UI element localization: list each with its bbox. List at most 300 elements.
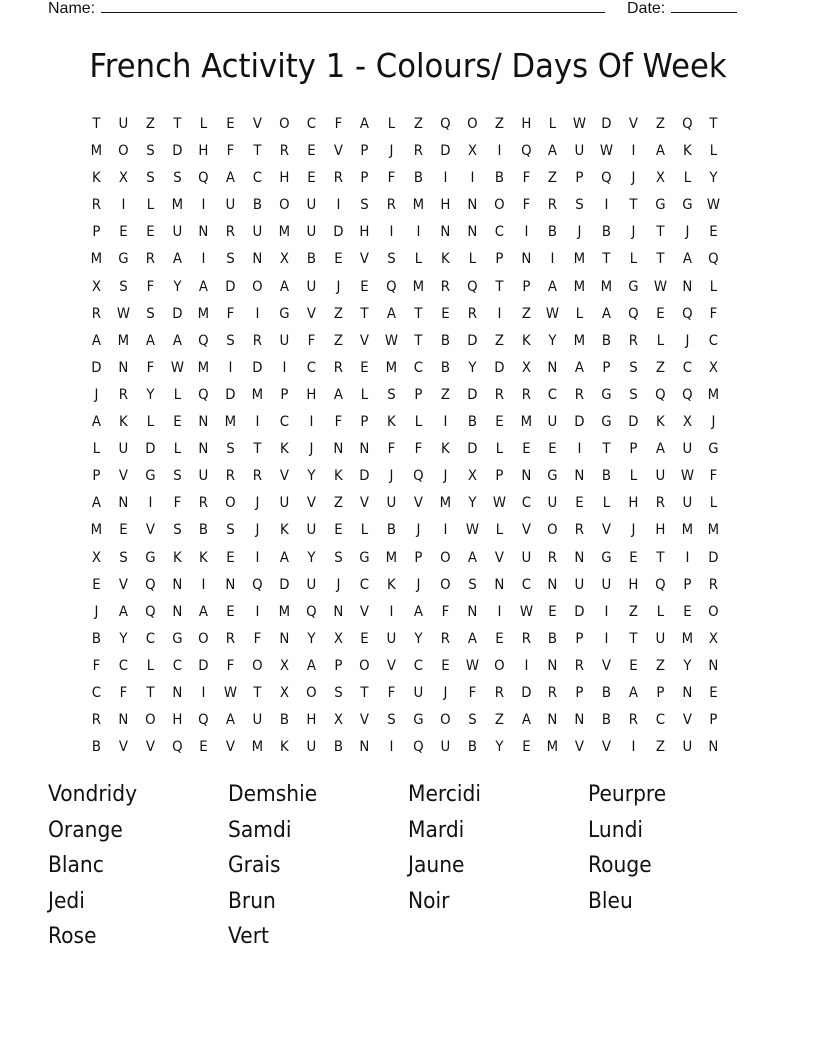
grid-letter[interactable]: F <box>146 359 154 376</box>
grid-letter[interactable]: U <box>306 278 317 295</box>
grid-letter[interactable]: K <box>387 414 397 431</box>
grid-letter[interactable]: S <box>333 549 343 566</box>
grid-letter[interactable]: K <box>441 251 450 268</box>
grid-letter[interactable]: U <box>682 495 692 512</box>
grid-letter[interactable]: B <box>601 468 612 485</box>
grid-letter[interactable]: I <box>416 224 421 241</box>
grid-letter[interactable]: W <box>573 116 587 132</box>
grid-letter[interactable]: T <box>253 143 262 160</box>
grid-letter[interactable]: Q <box>413 468 424 485</box>
grid-letter[interactable]: H <box>440 197 451 214</box>
grid-letter[interactable]: A <box>601 305 611 322</box>
grid-letter[interactable]: M <box>278 224 291 241</box>
grid-letter[interactable]: I <box>201 251 206 268</box>
grid-letter[interactable]: A <box>226 170 236 187</box>
grid-letter[interactable]: I <box>148 495 153 512</box>
grid-letter[interactable]: N <box>198 224 209 241</box>
grid-letter[interactable]: Y <box>495 739 504 756</box>
grid-letter[interactable]: G <box>708 441 719 458</box>
grid-letter[interactable]: S <box>575 197 584 214</box>
grid-letter[interactable]: U <box>306 522 317 539</box>
grid-letter[interactable]: S <box>387 712 396 729</box>
grid-letter[interactable]: J <box>94 386 99 403</box>
grid-letter[interactable]: O <box>708 603 720 620</box>
grid-letter[interactable]: M <box>573 278 586 295</box>
grid-letter[interactable]: L <box>710 278 718 295</box>
grid-letter[interactable]: S <box>360 197 370 214</box>
grid-letter[interactable]: I <box>389 739 394 756</box>
grid-letter[interactable]: N <box>118 359 129 376</box>
grid-letter[interactable]: R <box>521 386 531 403</box>
grid-letter[interactable]: G <box>279 305 290 322</box>
grid-letter[interactable]: D <box>91 359 102 376</box>
grid-letter[interactable]: J <box>309 441 314 458</box>
grid-letter[interactable]: F <box>522 170 530 187</box>
grid-letter[interactable]: W <box>465 657 479 674</box>
grid-letter[interactable]: E <box>119 522 128 539</box>
grid-letter[interactable]: K <box>199 549 209 566</box>
grid-letter[interactable]: D <box>467 332 478 349</box>
grid-letter[interactable]: Y <box>307 468 316 485</box>
grid-letter[interactable]: J <box>443 684 448 701</box>
grid-letter[interactable]: E <box>548 441 557 458</box>
grid-letter[interactable]: Y <box>414 630 423 647</box>
grid-letter[interactable]: J <box>685 224 689 241</box>
grid-letter[interactable]: M <box>198 305 210 322</box>
grid-letter[interactable]: I <box>631 143 636 160</box>
grid-letter[interactable]: N <box>708 739 719 756</box>
grid-letter[interactable]: L <box>92 441 101 458</box>
grid-letter[interactable]: Q <box>305 603 317 620</box>
grid-letter[interactable]: L <box>710 495 718 512</box>
grid-letter[interactable]: F <box>253 630 262 647</box>
grid-letter[interactable]: G <box>547 468 558 485</box>
grid-letter[interactable]: D <box>467 386 478 403</box>
grid-letter[interactable]: U <box>306 576 317 593</box>
grid-letter[interactable]: V <box>118 739 128 756</box>
grid-letter[interactable]: M <box>412 278 425 295</box>
grid-letter[interactable]: L <box>656 603 664 620</box>
grid-letter[interactable]: E <box>441 657 450 674</box>
grid-letter[interactable]: N <box>359 441 370 458</box>
grid-letter[interactable]: I <box>497 305 502 322</box>
grid-letter[interactable]: V <box>494 549 504 566</box>
grid-letter[interactable]: G <box>601 386 612 403</box>
grid-letter[interactable]: N <box>440 224 451 241</box>
grid-letter[interactable]: D <box>171 143 183 160</box>
grid-letter[interactable]: V <box>575 739 585 756</box>
grid-letter[interactable]: E <box>655 305 665 322</box>
grid-letter[interactable]: R <box>494 386 504 403</box>
grid-letter[interactable]: J <box>94 603 99 620</box>
grid-letter[interactable]: R <box>252 332 263 349</box>
grid-letter[interactable]: P <box>709 712 718 729</box>
grid-letter[interactable]: V <box>682 712 692 729</box>
grid-letter[interactable]: G <box>654 197 666 214</box>
grid-letter[interactable]: T <box>172 116 182 132</box>
grid-letter[interactable]: R <box>91 305 102 322</box>
grid-letter[interactable]: T <box>656 251 665 268</box>
grid-letter[interactable]: E <box>360 278 370 295</box>
grid-letter[interactable]: A <box>628 684 638 701</box>
grid-letter[interactable]: Q <box>601 170 612 187</box>
grid-letter[interactable]: I <box>443 170 448 187</box>
grid-letter[interactable]: C <box>682 359 692 376</box>
grid-letter[interactable]: C <box>279 414 289 431</box>
grid-letter[interactable]: H <box>171 712 182 729</box>
grid-letter[interactable]: W <box>653 278 667 295</box>
grid-letter[interactable]: W <box>492 495 506 512</box>
grid-letter[interactable]: P <box>333 657 343 674</box>
grid-letter[interactable]: B <box>413 170 424 187</box>
grid-letter[interactable]: F <box>387 170 396 187</box>
grid-letter[interactable]: H <box>198 143 209 160</box>
grid-letter[interactable]: R <box>548 684 558 701</box>
grid-letter[interactable]: Q <box>681 116 693 132</box>
grid-letter[interactable]: A <box>467 549 477 566</box>
grid-letter[interactable]: N <box>681 278 692 295</box>
grid-letter[interactable]: N <box>574 712 585 729</box>
grid-letter[interactable]: L <box>200 116 208 132</box>
grid-letter[interactable]: P <box>360 143 369 160</box>
grid-letter[interactable]: O <box>466 116 478 132</box>
grid-letter[interactable]: V <box>628 116 638 132</box>
grid-letter[interactable]: X <box>521 359 531 376</box>
grid-letter[interactable]: Q <box>413 739 424 756</box>
grid-letter[interactable]: U <box>118 116 129 132</box>
grid-letter[interactable]: S <box>172 468 182 485</box>
grid-letter[interactable]: S <box>387 251 396 268</box>
grid-letter[interactable]: J <box>443 468 448 485</box>
grid-letter[interactable]: E <box>521 441 531 458</box>
grid-letter[interactable]: K <box>387 576 397 593</box>
grid-letter[interactable]: W <box>465 522 479 539</box>
grid-letter[interactable]: L <box>173 441 181 458</box>
grid-letter[interactable]: N <box>118 495 129 512</box>
grid-letter[interactable]: G <box>601 549 612 566</box>
grid-letter[interactable]: E <box>226 116 235 132</box>
grid-letter[interactable]: E <box>119 224 128 241</box>
grid-letter[interactable]: N <box>467 197 478 214</box>
grid-letter[interactable]: R <box>279 143 289 160</box>
grid-letter[interactable]: M <box>573 332 586 349</box>
grid-letter[interactable]: U <box>172 224 182 241</box>
grid-letter[interactable]: V <box>279 468 289 485</box>
grid-letter[interactable]: I <box>631 739 636 756</box>
grid-letter[interactable]: M <box>681 630 693 647</box>
grid-letter[interactable]: O <box>440 712 451 729</box>
grid-letter[interactable]: V <box>306 305 316 322</box>
grid-letter[interactable]: C <box>494 224 504 241</box>
grid-letter[interactable]: D <box>144 441 156 458</box>
grid-letter[interactable]: A <box>360 116 370 132</box>
grid-letter[interactable]: R <box>387 197 397 214</box>
grid-letter[interactable]: C <box>413 359 424 376</box>
grid-letter[interactable]: Z <box>145 116 155 132</box>
grid-letter[interactable]: F <box>173 495 181 512</box>
grid-letter[interactable]: H <box>306 712 317 729</box>
grid-letter[interactable]: S <box>468 712 477 729</box>
grid-letter[interactable]: O <box>493 197 505 214</box>
grid-letter[interactable]: Y <box>119 630 128 647</box>
grid-letter[interactable]: C <box>91 684 102 701</box>
grid-letter[interactable]: C <box>521 495 531 512</box>
grid-letter[interactable]: E <box>629 657 638 674</box>
grid-letter[interactable]: Q <box>520 143 532 160</box>
grid-letter[interactable]: B <box>279 712 289 729</box>
grid-letter[interactable]: D <box>171 305 183 322</box>
grid-letter[interactable]: R <box>413 143 424 160</box>
grid-letter[interactable]: P <box>575 630 584 647</box>
grid-letter[interactable]: G <box>359 549 371 566</box>
grid-letter[interactable]: J <box>336 278 340 295</box>
grid-letter[interactable]: I <box>604 197 609 214</box>
grid-letter[interactable]: O <box>198 630 210 647</box>
grid-letter[interactable]: N <box>198 414 209 431</box>
grid-letter[interactable]: W <box>680 468 694 485</box>
grid-letter[interactable]: N <box>333 603 343 620</box>
grid-letter[interactable]: V <box>413 495 424 512</box>
grid-letter[interactable]: T <box>656 224 665 241</box>
grid-letter[interactable]: K <box>279 739 289 756</box>
grid-letter[interactable]: M <box>90 522 103 539</box>
grid-letter[interactable]: Y <box>548 332 557 349</box>
grid-letter[interactable]: S <box>226 251 235 268</box>
grid-letter[interactable]: X <box>709 359 719 376</box>
grid-letter[interactable]: U <box>386 495 397 512</box>
grid-letter[interactable]: I <box>523 657 528 674</box>
grid-letter[interactable]: V <box>226 739 236 756</box>
grid-letter[interactable]: W <box>707 197 721 214</box>
grid-letter[interactable]: E <box>575 495 584 512</box>
grid-letter[interactable]: M <box>198 359 210 376</box>
date-field[interactable] <box>627 0 737 20</box>
grid-letter[interactable]: N <box>171 576 182 593</box>
grid-letter[interactable]: F <box>387 684 396 701</box>
grid-letter[interactable]: E <box>226 603 235 620</box>
grid-letter[interactable]: U <box>198 468 209 485</box>
grid-letter[interactable]: S <box>387 386 396 403</box>
grid-letter[interactable]: S <box>119 549 128 566</box>
grid-letter[interactable]: Q <box>466 278 478 295</box>
grid-letter[interactable]: M <box>90 251 103 268</box>
grid-letter[interactable]: U <box>306 224 317 241</box>
grid-letter[interactable]: M <box>412 197 425 214</box>
grid-letter[interactable]: K <box>279 522 289 539</box>
grid-letter[interactable]: E <box>360 630 370 647</box>
name-field[interactable] <box>48 0 605 20</box>
grid-letter[interactable]: K <box>441 441 450 458</box>
grid-letter[interactable]: H <box>279 170 290 187</box>
grid-letter[interactable]: I <box>550 251 555 268</box>
grid-letter[interactable]: A <box>575 359 585 376</box>
grid-letter[interactable]: O <box>252 278 263 295</box>
grid-letter[interactable]: M <box>385 359 398 376</box>
grid-letter[interactable]: A <box>172 251 182 268</box>
grid-letter[interactable]: E <box>682 603 692 620</box>
grid-letter[interactable]: P <box>280 386 289 403</box>
grid-letter[interactable]: C <box>306 359 316 376</box>
grid-letter[interactable]: A <box>413 603 424 620</box>
grid-letter[interactable]: P <box>360 414 369 431</box>
grid-letter[interactable]: U <box>440 739 451 756</box>
grid-letter[interactable]: R <box>199 495 209 512</box>
grid-letter[interactable]: B <box>601 712 612 729</box>
grid-letter[interactable]: D <box>225 386 236 403</box>
grid-letter[interactable]: X <box>279 684 289 701</box>
grid-letter[interactable]: D <box>601 116 612 132</box>
grid-letter[interactable]: J <box>389 143 394 160</box>
grid-letter[interactable]: L <box>495 441 503 458</box>
grid-letter[interactable]: V <box>145 739 155 756</box>
grid-letter[interactable]: Q <box>198 170 210 187</box>
grid-letter[interactable]: W <box>170 359 184 376</box>
grid-letter[interactable]: F <box>92 657 101 674</box>
grid-letter[interactable]: I <box>389 603 394 620</box>
grid-letter[interactable]: F <box>522 197 530 214</box>
grid-letter[interactable]: N <box>547 712 558 729</box>
grid-letter[interactable]: T <box>656 549 665 566</box>
grid-letter[interactable]: Q <box>628 305 639 322</box>
grid-letter[interactable]: O <box>493 657 505 674</box>
grid-letter[interactable]: T <box>253 441 262 458</box>
grid-letter[interactable]: A <box>279 278 289 295</box>
grid-letter[interactable]: U <box>413 684 424 701</box>
grid-letter[interactable]: X <box>279 251 289 268</box>
grid-letter[interactable]: C <box>655 712 665 729</box>
grid-letter[interactable]: D <box>198 657 209 674</box>
grid-letter[interactable]: Q <box>708 251 720 268</box>
grid-letter[interactable]: B <box>387 522 397 539</box>
grid-letter[interactable]: A <box>199 603 209 620</box>
grid-letter[interactable]: K <box>92 170 101 187</box>
grid-letter[interactable]: K <box>118 414 128 431</box>
grid-letter[interactable]: R <box>628 332 638 349</box>
grid-letter[interactable]: R <box>574 522 585 539</box>
grid-letter[interactable]: C <box>145 630 155 647</box>
grid-letter[interactable]: E <box>494 414 504 431</box>
grid-letter[interactable]: R <box>226 468 236 485</box>
grid-letter[interactable]: L <box>602 495 611 512</box>
grid-letter[interactable]: Q <box>440 116 451 132</box>
grid-letter[interactable]: U <box>225 197 236 214</box>
grid-letter[interactable]: R <box>548 197 558 214</box>
grid-letter[interactable]: J <box>711 414 716 431</box>
grid-letter[interactable]: D <box>332 224 344 241</box>
grid-letter[interactable]: U <box>574 143 585 160</box>
grid-letter[interactable]: I <box>228 359 233 376</box>
grid-letter[interactable]: J <box>685 332 689 349</box>
grid-letter[interactable]: C <box>548 386 558 403</box>
grid-letter[interactable]: L <box>146 657 154 674</box>
grid-letter[interactable]: M <box>681 522 693 539</box>
grid-letter[interactable]: D <box>574 414 585 431</box>
date-blank-line[interactable] <box>671 0 737 13</box>
grid-letter[interactable]: N <box>547 657 558 674</box>
grid-letter[interactable]: L <box>629 251 638 268</box>
grid-letter[interactable]: N <box>520 251 531 268</box>
grid-letter[interactable]: S <box>145 143 155 160</box>
grid-letter[interactable]: X <box>118 170 128 187</box>
grid-letter[interactable]: M <box>600 278 613 295</box>
grid-letter[interactable]: W <box>546 305 560 322</box>
grid-letter[interactable]: R <box>521 630 531 647</box>
grid-letter[interactable]: L <box>468 251 476 268</box>
grid-letter[interactable]: M <box>90 143 103 160</box>
grid-letter[interactable]: C <box>172 657 182 674</box>
grid-letter[interactable]: M <box>224 414 237 431</box>
name-blank-line[interactable] <box>101 0 605 13</box>
grid-letter[interactable]: A <box>91 332 101 349</box>
grid-letter[interactable]: G <box>628 278 639 295</box>
grid-letter[interactable]: R <box>440 630 451 647</box>
grid-letter[interactable]: Y <box>468 495 477 512</box>
grid-letter[interactable]: U <box>682 739 692 756</box>
grid-letter[interactable]: F <box>334 116 342 132</box>
grid-letter[interactable]: P <box>495 251 504 268</box>
grid-letter[interactable]: I <box>497 603 502 620</box>
grid-letter[interactable]: X <box>91 278 101 295</box>
grid-letter[interactable]: K <box>682 143 692 160</box>
grid-letter[interactable]: J <box>336 576 340 593</box>
grid-letter[interactable]: A <box>91 414 101 431</box>
grid-letter[interactable]: Z <box>655 739 665 756</box>
grid-letter[interactable]: R <box>226 224 236 241</box>
grid-letter[interactable]: E <box>172 414 182 431</box>
grid-letter[interactable]: R <box>333 170 343 187</box>
grid-letter[interactable]: A <box>655 143 665 160</box>
grid-letter[interactable]: E <box>306 170 316 187</box>
grid-letter[interactable]: T <box>414 305 423 322</box>
grid-letter[interactable]: X <box>682 414 692 431</box>
grid-letter[interactable]: O <box>279 197 290 214</box>
grid-letter[interactable]: U <box>252 712 263 729</box>
grid-letter[interactable]: W <box>385 332 399 349</box>
grid-letter[interactable]: N <box>681 684 692 701</box>
grid-letter[interactable]: V <box>118 468 128 485</box>
grid-letter[interactable]: L <box>173 386 181 403</box>
grid-letter[interactable]: V <box>521 522 531 539</box>
grid-letter[interactable]: X <box>91 549 101 566</box>
grid-letter[interactable]: M <box>708 522 720 539</box>
grid-letter[interactable]: Y <box>307 549 316 566</box>
grid-letter[interactable]: Z <box>333 495 343 512</box>
grid-letter[interactable]: U <box>655 468 666 485</box>
grid-letter[interactable]: U <box>601 576 612 593</box>
grid-letter[interactable]: A <box>548 278 558 295</box>
grid-letter[interactable]: O <box>440 549 451 566</box>
grid-letter[interactable]: I <box>470 170 475 187</box>
grid-letter[interactable]: G <box>413 712 424 729</box>
grid-letter[interactable]: A <box>521 712 531 729</box>
grid-letter[interactable]: Y <box>172 278 182 295</box>
grid-letter[interactable]: A <box>226 712 236 729</box>
grid-letter[interactable]: L <box>387 116 396 132</box>
grid-letter[interactable]: F <box>307 332 316 349</box>
grid-letter[interactable]: P <box>575 170 584 187</box>
grid-letter[interactable]: N <box>467 603 478 620</box>
grid-letter[interactable]: J <box>631 522 636 539</box>
grid-letter[interactable]: I <box>255 414 260 431</box>
grid-letter[interactable]: C <box>306 116 316 132</box>
grid-letter[interactable]: C <box>521 576 531 593</box>
grid-letter[interactable]: U <box>386 630 397 647</box>
grid-letter[interactable]: E <box>226 549 235 566</box>
grid-letter[interactable]: H <box>359 224 370 241</box>
grid-letter[interactable]: A <box>655 441 665 458</box>
grid-letter[interactable]: F <box>119 684 128 701</box>
grid-letter[interactable]: A <box>172 332 182 349</box>
